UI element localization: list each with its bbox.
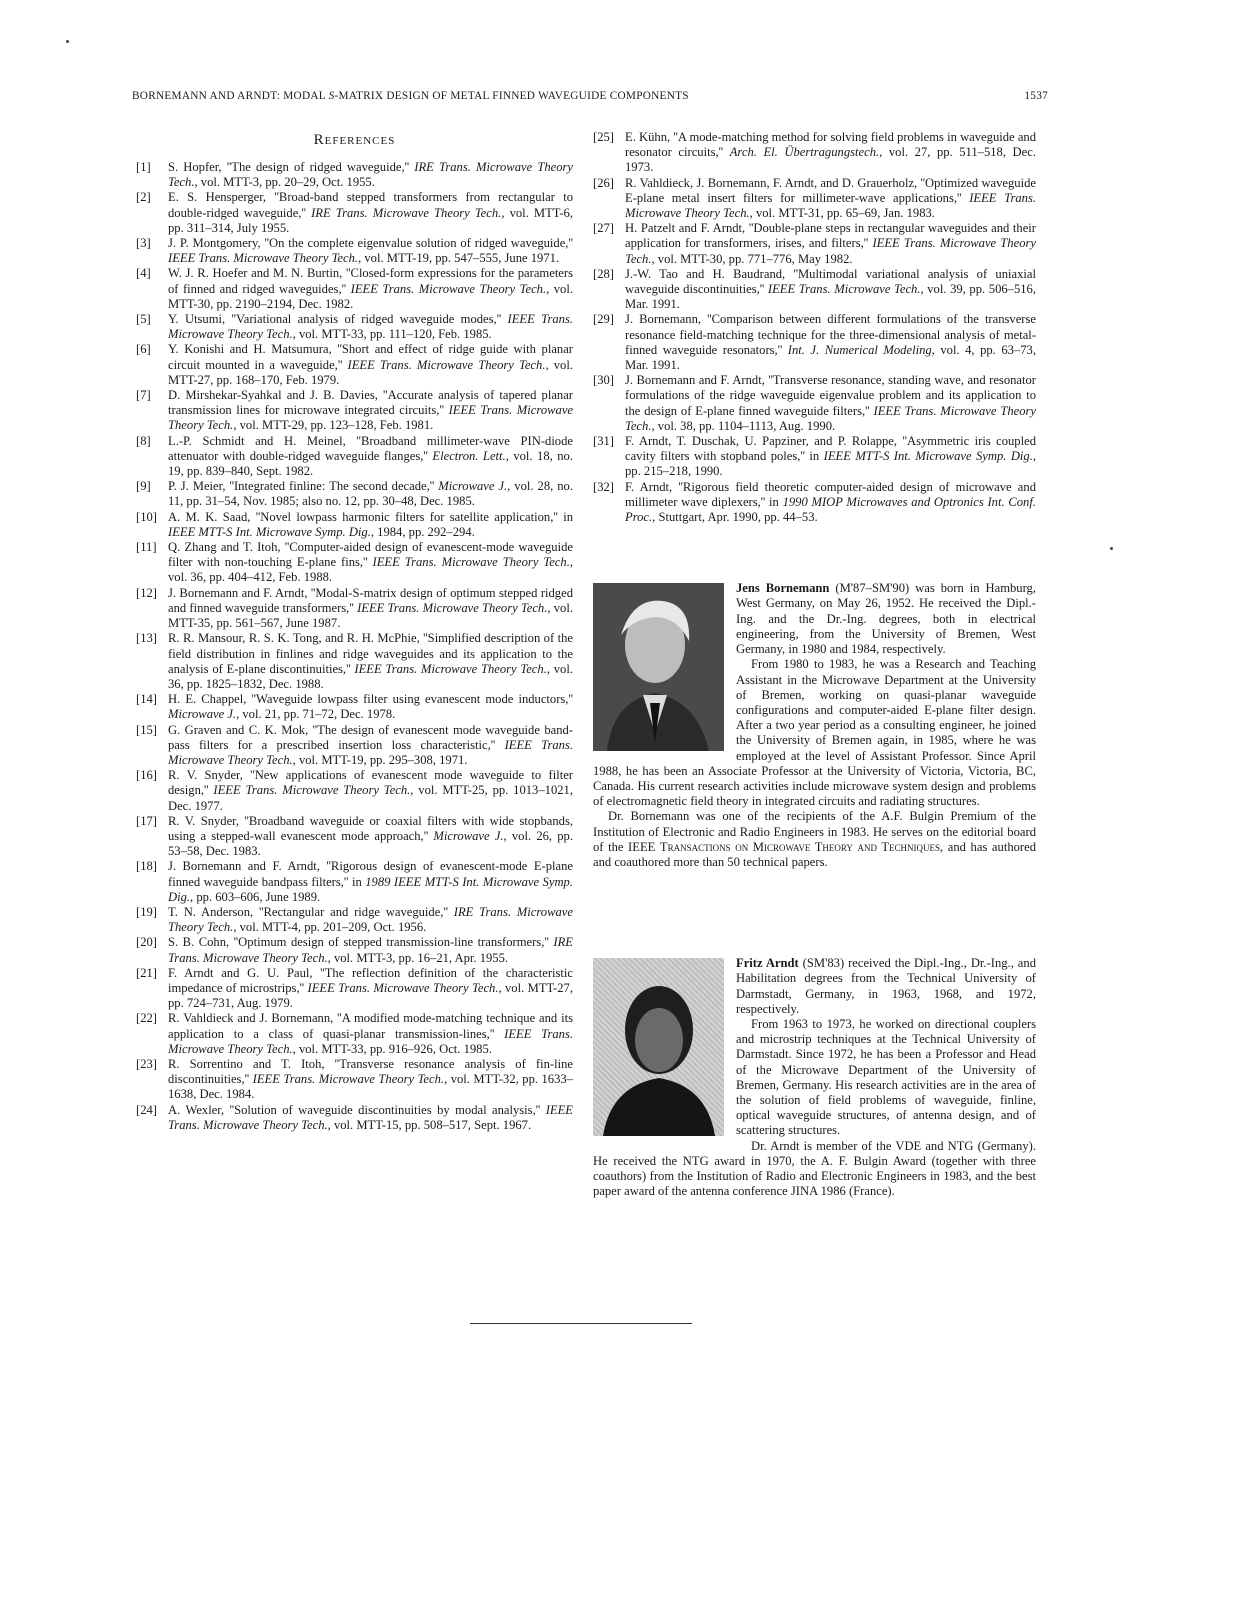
reference-text: Q. Zhang and T. Itoh, ''Computer-aided design of evanescent-mode waveguide filter with non-touching E-plane fins,'': [168, 540, 573, 570]
reference-item: [136, 692, 573, 722]
reference-details: , vol. MTT-4, pp. 201–209, Oct. 1956.: [233, 920, 427, 935]
reference-number: [18]: [136, 859, 157, 874]
reference-text: E. Kühn, ''A mode-matching method for solving field problems in waveguide and resonator circuits,'': [625, 130, 1036, 160]
reference-text: R. V. Snyder, ''New applications of evanescent mode waveguide to filter design,'': [168, 768, 573, 798]
reference-number: [22]: [136, 1011, 157, 1026]
reference-number: [19]: [136, 904, 157, 919]
reference-item: [136, 1103, 573, 1133]
reference-text: J. P. Montgomery, ''On the complete eigenvalue solution of ridged waveguide,'': [168, 236, 573, 251]
reference-journal: Microwave J.: [433, 828, 504, 843]
bio-bornemann-p3: Dr. Bornemann was one of the recipients of the A.F. Bulgin Premium of the Institution of Electronic and Radio Engineers in 1983. He serves on the editorial board of the IEEE Transactions on Microwave Theory and Techniques, and has authored and coauthored more than 50 technical papers.: [593, 809, 1036, 869]
reference-item: [136, 905, 573, 935]
portrait-arndt: [593, 958, 724, 1136]
reference-details: , pp. 215–218, 1990.: [625, 449, 1037, 479]
reference-details: , vol. MTT-25, pp. 1013–1021, Dec. 1977.: [168, 783, 573, 813]
bio-arndt-p1: Fritz Arndt (SM'83) received the Dipl.-Ing., Dr.-Ing., and Habilitation degrees from the Technical University of Darmstadt, Germany, in 1963, 1968, and 1972, respectively.: [736, 956, 1036, 1016]
reference-text: J. Bornemann and F. Arndt, ''Rigorous design of evanescent-mode E-plane finned waveguide bandpass filters,'' in: [168, 859, 573, 889]
reference-details: , vol. MTT-35, pp. 561–567, June 1987.: [168, 600, 573, 631]
end-rule: [470, 1323, 692, 1324]
reference-number: [12]: [136, 585, 157, 600]
reference-text: S. B. Cohn, ''Optimum design of stepped transmission-line transformers,'': [168, 935, 554, 950]
running-head: [132, 90, 1048, 106]
reference-journal: IRE Trans. Microwave Theory Tech.: [168, 904, 573, 935]
reference-journal: IEEE Trans. Microwave Theory Tech.: [213, 783, 411, 798]
reference-item: [593, 312, 1036, 373]
reference-text: W. J. R. Hoefer and M. N. Burtin, ''Closed-form expressions for the parameters of finned and ridged waveguides,'': [168, 266, 573, 296]
reference-journal: IEEE Trans. Microwave Theory Tech.: [168, 1102, 573, 1132]
reference-text: P. J. Meier, ''Integrated finline: The second decade,'': [168, 479, 439, 494]
reference-text: R. Vahldieck and J. Bornemann, ''A modified mode-matching technique and its application to a class of quasi-planar transmission-lines,'': [168, 1011, 573, 1041]
reference-item: [593, 434, 1036, 480]
reference-item: [136, 768, 573, 814]
reference-details: , vol. 21, pp. 71–72, Dec. 1978.: [236, 707, 396, 722]
reference-number: [32]: [593, 479, 614, 494]
references-list-left: [136, 160, 573, 1133]
reference-journal: Electron. Lett.: [432, 448, 506, 463]
bio-arndt-p2: From 1963 to 1973, he worked on directional couplers and microstrip techniques at the Technical University of Darmstadt. Since 1972, he has been a Professor and Head of the Microwave Department of the University of Bremen, Germany. His research activities are in the area of the solution of field problems of waveguide, finline, optical waveguide structures, of antenna design, and of scattering structures.: [736, 1016, 1036, 1138]
reference-number: [29]: [593, 312, 614, 327]
right-column: [593, 130, 1036, 1199]
reference-item: [136, 510, 573, 540]
running-head-title: BORNEMANN AND ARNDT: MODAL S-MATRIX DESIGN OF METAL FINNED WAVEGUIDE COMPONENTS: [132, 90, 689, 102]
reference-details: , vol. MTT-32, pp. 1633–1638, Dec. 1984.: [168, 1072, 573, 1102]
reference-item: [136, 236, 573, 266]
reference-details: , vol. 36, pp. 404–412, Feb. 1988.: [168, 555, 573, 585]
left-column: [136, 130, 573, 1133]
reference-item: [136, 479, 573, 509]
reference-number: [27]: [593, 221, 614, 236]
reference-journal: Microwave J.: [438, 479, 508, 494]
reference-journal: IEEE Trans. Microwave Theory Tech.: [252, 1072, 445, 1087]
reference-item: [593, 176, 1036, 222]
reference-journal: Arch. El. Übertragungstech.: [729, 145, 880, 160]
reference-number: [15]: [136, 722, 157, 737]
reference-journal: IEEE Trans. Microwave Theory Tech.: [625, 190, 1036, 221]
reference-details: , vol. MTT-27, pp. 168–170, Feb. 1979.: [168, 357, 573, 387]
reference-text: F. Arndt, ''Rigorous field theoretic computer-aided design of microwave and millimeter wave diplexers,'' in: [625, 479, 1036, 509]
reference-details: , vol. MTT-3, pp. 16–21, Apr. 1955.: [327, 950, 509, 965]
reference-number: [17]: [136, 813, 157, 828]
reference-journal: IEEE Trans. Microwave Theory Tech.: [168, 1026, 573, 1056]
speck-mark: [1110, 547, 1113, 550]
reference-details: , vol. MTT-30, pp. 2190–2194, Dec. 1982.: [168, 281, 573, 311]
reference-text: A. Wexler, ''Solution of waveguide discontinuities by modal analysis,'': [168, 1102, 546, 1117]
reference-journal: IEEE Trans. Microwave Theory Tech.: [625, 403, 1036, 433]
reference-journal: Int. J. Numerical Modeling: [787, 342, 932, 357]
reference-number: [21]: [136, 965, 157, 980]
reference-journal: 1989 IEEE MTT-S Int. Microwave Symp. Dig.: [168, 874, 573, 904]
reference-details: , vol. MTT-33, pp. 916–926, Oct. 1985.: [292, 1041, 492, 1056]
reference-number: [28]: [593, 266, 614, 281]
reference-item: [136, 312, 573, 342]
reference-text: E. S. Hensperger, ''Broad-band stepped transformers from rectangular to double-ridged waveguide,'': [168, 190, 573, 220]
reference-text: R. V. Snyder, ''Broadband waveguide or coaxial filters with wide stopbands, using a stepped-wall evanescent mode approach,'': [168, 813, 573, 843]
reference-details: , vol. 4, pp. 63–73, Mar. 1991.: [625, 342, 1036, 373]
reference-journal: IEEE Trans. Microwave Theory Tech.: [372, 555, 570, 570]
reference-text: J. Bornemann and F. Arndt, ''Modal-S-matrix design of optimum stepped ridged and finned waveguide transformers,'': [168, 585, 573, 615]
reference-number: [4]: [136, 266, 151, 281]
reference-details: , vol. MTT-27, pp. 724–731, Aug. 1979.: [168, 980, 573, 1011]
reference-journal: 1990 MIOP Microwaves and Optronics Int. Conf. Proc.: [625, 494, 1036, 525]
reference-number: [11]: [136, 540, 157, 555]
reference-details: , vol. 28, no. 11, pp. 31–54, Nov. 1985; also no. 12, pp. 30–48, Dec. 1985.: [168, 479, 573, 509]
reference-number: [24]: [136, 1102, 157, 1117]
reference-text: J.-W. Tao and H. Baudrand, ''Multimodal variational analysis of uniaxial waveguide discontinuities,'': [625, 266, 1036, 297]
reference-item: [136, 814, 573, 860]
reference-journal: IEEE Trans. Microwave Tech.: [767, 282, 921, 297]
reference-number: [7]: [136, 388, 151, 403]
reference-item: [593, 373, 1036, 434]
reference-text: H. Patzelt and F. Arndt, ''Double-plane steps in rectangular waveguides and their application for transformers, irises, and filters,'': [625, 221, 1036, 251]
reference-details: , vol. 27, pp. 511–518, Dec. 1973.: [625, 145, 1036, 175]
reference-number: [20]: [136, 935, 157, 950]
reference-journal: IEEE Trans. Microwave Theory Tech.: [307, 980, 499, 995]
reference-journal: IEEE Trans. Microwave Theory Tech.: [350, 281, 547, 296]
reference-journal: IEEE Trans. Microwave Theory Tech.: [168, 737, 573, 767]
reference-text: A. M. K. Saad, ''Novel lowpass harmonic filters for satellite application,'' in: [168, 509, 573, 524]
reference-text: F. Arndt and G. U. Paul, ''The reflection definition of the characteristic impedance of microstrips,'': [168, 965, 573, 995]
reference-text: L.-P. Schmidt and H. Meinel, ''Broadband millimeter-wave PIN-diode attenuator with double-ridged waveguide flanges,'': [168, 433, 573, 463]
reference-number: [3]: [136, 236, 151, 251]
reference-text: Y. Konishi and H. Matsumura, ''Short and effect of ridge guide with planar circuit mounted in a waveguide,'': [168, 342, 573, 372]
reference-journal: IEEE MTT-S Int. Microwave Symp. Dig.: [823, 449, 1033, 464]
reference-details: , vol. 39, pp. 506–516, Mar. 1991.: [625, 282, 1036, 312]
reference-item: [136, 859, 573, 905]
references-list-right: [593, 130, 1036, 525]
reference-text: Y. Utsumi, ''Variational analysis of ridged waveguide modes,'': [168, 312, 508, 327]
reference-text: R. Sorrentino and T. Itoh, ''Transverse resonance analysis of fin-line discontinuities,'': [168, 1056, 573, 1087]
reference-details: , vol. MTT-15, pp. 508–517, Sept. 1967.: [327, 1117, 532, 1132]
reference-text: J. Bornemann, ''Comparison between different formulations of the transverse resonance field-matching technique for the three-dimensional analysis of metal-finned waveguide resonators,'': [625, 312, 1036, 357]
reference-journal: IRE Trans. Microwave Theory Tech.: [311, 205, 502, 220]
reference-item: [136, 266, 573, 312]
reference-item: [136, 388, 573, 434]
reference-text: G. Graven and C. K. Mok, ''The design of evanescent mode waveguide band-pass filters for a prescribed insertion loss characteristic,'': [168, 722, 573, 752]
reference-number: [30]: [593, 373, 614, 388]
reference-text: J. Bornemann and F. Arndt, ''Transverse resonance, standing wave, and resonator formulations of the ridge waveguide eigenvalue problem and its application to the design of E-plane finned waveguide filters,'': [625, 373, 1036, 418]
reference-journal: IRE Trans. Microwave Theory Tech.: [168, 160, 573, 190]
reference-number: [26]: [593, 175, 614, 190]
reference-text: S. Hopfer, ''The design of ridged waveguide,'': [168, 160, 415, 174]
reference-journal: IEEE MTT-S Int. Microwave Symp. Dig.: [168, 524, 371, 539]
reference-details: , vol. MTT-3, pp. 20–29, Oct. 1955.: [194, 175, 375, 190]
reference-journal: IEEE Trans. Microwave Theory Tech.: [357, 600, 548, 615]
reference-details: , vol. MTT-19, pp. 547–555, June 1971.: [358, 251, 560, 266]
reference-journal: IEEE Trans. Microwave Theory Tech.: [168, 251, 359, 266]
references-heading: References: [313, 132, 396, 148]
reference-item: [136, 723, 573, 769]
reference-details: , pp. 603–606, June 1989.: [190, 889, 321, 904]
reference-journal: IRE Trans. Microwave Theory Tech.: [168, 935, 573, 965]
reference-number: [9]: [136, 479, 151, 494]
reference-item: [136, 190, 573, 236]
reference-details: , vol. 38, pp. 1104–1113, Aug. 1990.: [651, 418, 836, 433]
reference-text: T. N. Anderson, ''Rectangular and ridge waveguide,'': [168, 904, 454, 919]
reference-item: [136, 540, 573, 586]
reference-number: [25]: [593, 130, 614, 144]
reference-number: [6]: [136, 342, 151, 357]
bio-arndt: [593, 956, 1036, 1199]
page-number: 1537: [1024, 90, 1048, 102]
reference-details: , vol. MTT-19, pp. 295–308, 1971.: [292, 752, 468, 767]
reference-journal: IEEE Trans. Microwave Theory Tech.: [347, 357, 546, 372]
reference-item: [136, 434, 573, 480]
reference-details: , vol. 18, no. 19, pp. 839–840, Sept. 1982.: [168, 448, 574, 479]
reference-item: [136, 1057, 573, 1103]
reference-number: [10]: [136, 509, 157, 524]
speck-mark: [66, 40, 69, 43]
reference-number: [2]: [136, 190, 151, 205]
reference-text: D. Mirshekar-Syahkal and J. B. Davies, ''Accurate analysis of tapered planar transmission lines for microwave integrated circuits,'': [168, 388, 573, 418]
reference-details: , vol. 26, pp. 53–58, Dec. 1983.: [168, 828, 573, 859]
reference-details: , vol. MTT-29, pp. 123–128, Feb. 1981.: [233, 418, 434, 433]
reference-journal: IEEE Trans. Microwave Theory Tech.: [168, 403, 573, 433]
reference-journal: IEEE Trans. Microwave Theory Tech.: [625, 236, 1036, 266]
reference-item: [136, 966, 573, 1012]
reference-details: , vol. 36, pp. 1825–1832, Dec. 1988.: [168, 661, 573, 691]
reference-details: , 1984, pp. 292–294.: [370, 524, 475, 539]
reference-number: [13]: [136, 631, 157, 646]
reference-details: , vol. MTT-33, pp. 111–120, Feb. 1985.: [292, 327, 492, 342]
reference-journal: IEEE Trans. Microwave Theory Tech.: [168, 312, 573, 342]
reference-item: [136, 935, 573, 965]
reference-details: , vol. MTT-30, pp. 771–776, May 1982.: [651, 251, 853, 266]
reference-item: [593, 221, 1036, 267]
reference-details: , vol. MTT-31, pp. 65–69, Jan. 1983.: [749, 206, 935, 221]
reference-number: [1]: [136, 160, 151, 174]
reference-number: [5]: [136, 312, 151, 327]
reference-journal: Microwave J.: [168, 707, 237, 722]
reference-details: , vol. MTT-6, pp. 311–314, July 1955.: [168, 205, 573, 235]
reference-item: [593, 480, 1036, 526]
reference-text: H. E. Chappel, ''Waveguide lowpass filter using evanescent mode inductors,'': [168, 692, 573, 707]
reference-item: [136, 631, 573, 692]
reference-item: [136, 1011, 573, 1057]
reference-number: [31]: [593, 434, 614, 449]
reference-number: [23]: [136, 1056, 157, 1071]
reference-item: [136, 160, 573, 190]
bio-bornemann-p2: From 1980 to 1983, he was a Research and Teaching Assistant in the Microwave Department at the University of Bremen, working on quasi-planar waveguide configurations and computer-aided E-plane filter design. After a two year period as a consulting engineer, he joined the University of Bremen again, in 1985, where he was employed at the level of Assistant Professor. Since April 1988, he has been an Associate Professor at the University of Victoria, Victoria, BC, Canada. His current research activities include microwave system design and problems of electromagnetic field theory in integrated circuits and radiating structures.: [593, 657, 1036, 809]
bio-bornemann: [593, 581, 1036, 870]
reference-text: F. Arndt, T. Duschak, U. Papziner, and P. Rolappe, ''Asymmetric iris coupled cavity filters with stopband poles,'' in: [625, 434, 1036, 464]
portrait-bornemann: [593, 583, 724, 751]
reference-number: [16]: [136, 768, 157, 783]
reference-item: [136, 586, 573, 632]
reference-number: [14]: [136, 692, 157, 707]
reference-item: [136, 342, 573, 388]
reference-journal: IEEE Trans. Microwave Theory Tech.: [354, 661, 547, 676]
bio-bornemann-p1: Jens Bornemann (M'87–SM'90) was born in Hamburg, West Germany, on May 26, 1952. He received the Dipl.-Ing. and the Dr.-Ing. degrees, both in electrical engineering, from the University of Bremen, West Germany, in 1980 and 1984, respectively.: [736, 581, 1036, 657]
reference-text: R. Vahldieck, J. Bornemann, F. Arndt, and D. Grauerholz, ''Optimized waveguide E-plane metal insert filters for millimeter-wave applications,'': [625, 175, 1036, 205]
reference-item: [593, 267, 1036, 313]
bio-arndt-p3: Dr. Arndt is member of the VDE and NTG (Germany). He received the NTG award in 1970, the A. F. Bulgin Award (together with three coauthors) from the Institution of Radio and Electronic Engineers in 1983, and the best paper award of the antenna conference JINA 1986 (France).: [593, 1138, 1036, 1199]
reference-details: , Stuttgart, Apr. 1990, pp. 44–53.: [652, 510, 818, 525]
reference-item: [593, 130, 1036, 176]
reference-text: R. R. Mansour, R. S. K. Tong, and R. H. McPhie, ''Simplified description of the field distribution in finlines and ridge waveguides and its application to the analysis of E-plane discontinuities,'': [168, 631, 573, 676]
reference-number: [8]: [136, 433, 151, 448]
